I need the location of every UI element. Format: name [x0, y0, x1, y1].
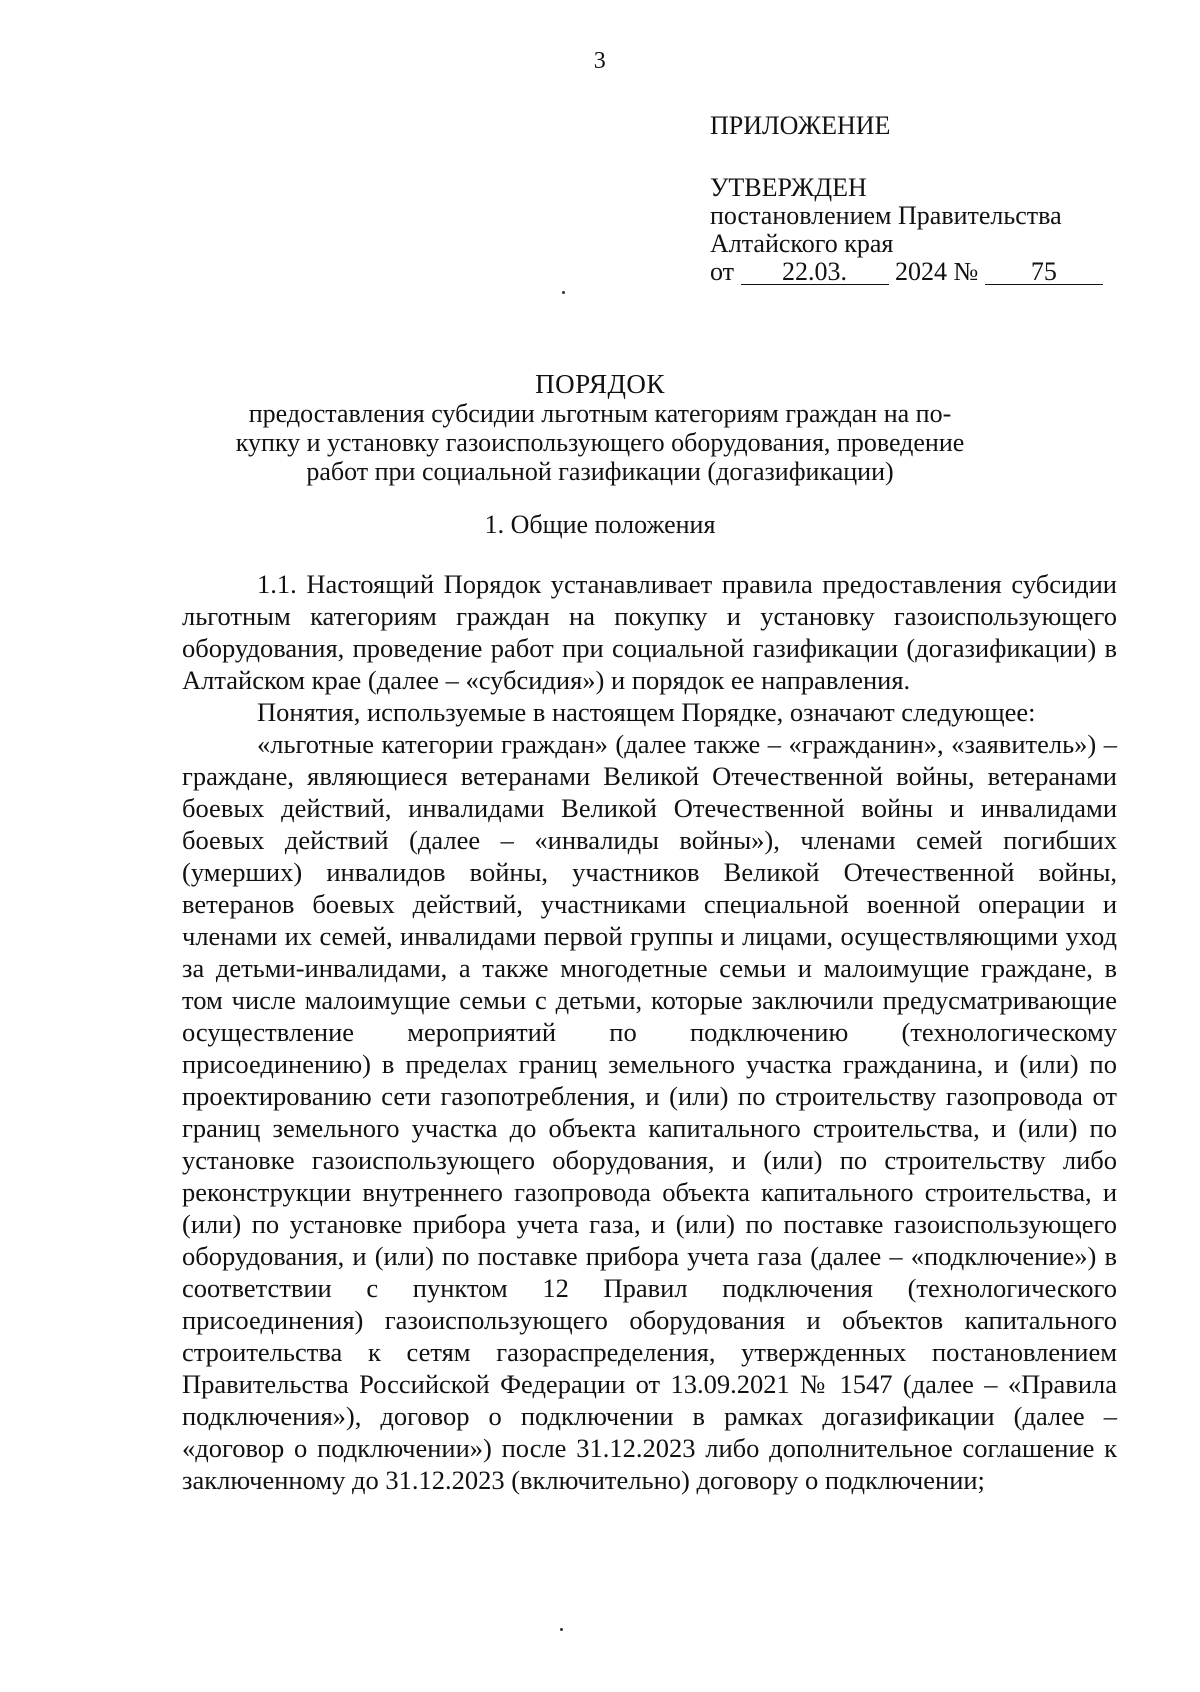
paragraph-definitions-intro: Понятия, используемые в настоящем Порядке, означают следующее: [257, 697, 1036, 727]
page-number: 3 [593, 48, 607, 74]
paragraph-1-1: 1.1. Настоящий Порядок устанавливает правила предоставления субсидии льготным категориям граждан на покупку и установку газоиспользующего оборудования, проведение работ при социальной газификации (догазификации) в Алтайском крае (далее – «субсидия») и порядок ее направления. [182, 569, 1117, 695]
approval-year: 2024 № [895, 257, 979, 286]
document-title [0, 370, 1200, 486]
section-title: 1. Общие положения [484, 510, 716, 539]
approved-region-line: Алтайского края [710, 229, 894, 258]
title-line-3: работ при социальной газификации (догазификации) [306, 457, 894, 486]
approval-date-line [710, 258, 1130, 286]
title-line-2: купку и установку газоиспользующего оборудования, проведение [235, 428, 965, 457]
approval-stamp-block [710, 112, 1130, 286]
scan-speck [562, 291, 565, 294]
approved-label: УТВЕРЖДЕН [710, 173, 867, 202]
approved-by-line: постановлением Правительства [710, 201, 1062, 230]
approval-date: 22.03. [741, 260, 889, 285]
from-label: от [710, 257, 735, 286]
title-heading: ПОРЯДОК [535, 369, 665, 399]
appendix-label: ПРИЛОЖЕНИЕ [710, 111, 891, 140]
approval-number: 75 [985, 260, 1103, 285]
body-text [182, 568, 1117, 1496]
title-line-1: предоставления субсидии льготным категориям граждан на по- [248, 399, 952, 428]
paragraph-preferential-categories: «льготные категории граждан» (далее также – «гражданин», «заявитель») – граждане, являющиеся ветеранами Великой Отечественной войны, ветеранами боевых действий, инвалидами Великой Отечественной войны и инвалидами боевых действий (далее – «инвалиды войны»), членами семей погибших (умерших) инвалидов войны, участников Великой Отечественной войны, ветеранов боевых действий, участниками специальной военной операции и членами их семей, инвалидами первой группы и лицами, осуществляющими уход за детьми-инвалидами, а также многодетные семьи и малоимущие граждане, в том числе малоимущие семьи с детьми, которые заключили предусматривающие осуществление мероприятий по подключению (технологическому присоединению) в пределах границ земельного участка гражданина, и (или) по проектированию сети газопотребления, и (или) по строительству газопровода от границ земельного участка до объекта капитального строительства, и (или) по установке газоиспользующего оборудования, и (или) по строительству либо реконструкции внутреннего газопровода объекта капитального строительства, и (или) по установке прибора учета газа, и (или) по поставке газоиспользующего оборудования, и (или) по поставке прибора учета газа (далее – «подключение») в соответствии с пунктом 12 Правил подключения (технологического присоединения) газоиспользующего оборудования и объектов капитального строительства к сетям газораспределения, утвержденных постановлением Правительства Российской Федерации от 13.09.2021 № 1547 (далее – «Правила подключения»), договор о подключении в рамках догазификации (далее – «договор о подключении») после 31.12.2023 либо дополнительное соглашение к заключенному до 31.12.2023 (включительно) договору о подключении; [182, 729, 1117, 1495]
scan-speck [560, 1628, 563, 1631]
